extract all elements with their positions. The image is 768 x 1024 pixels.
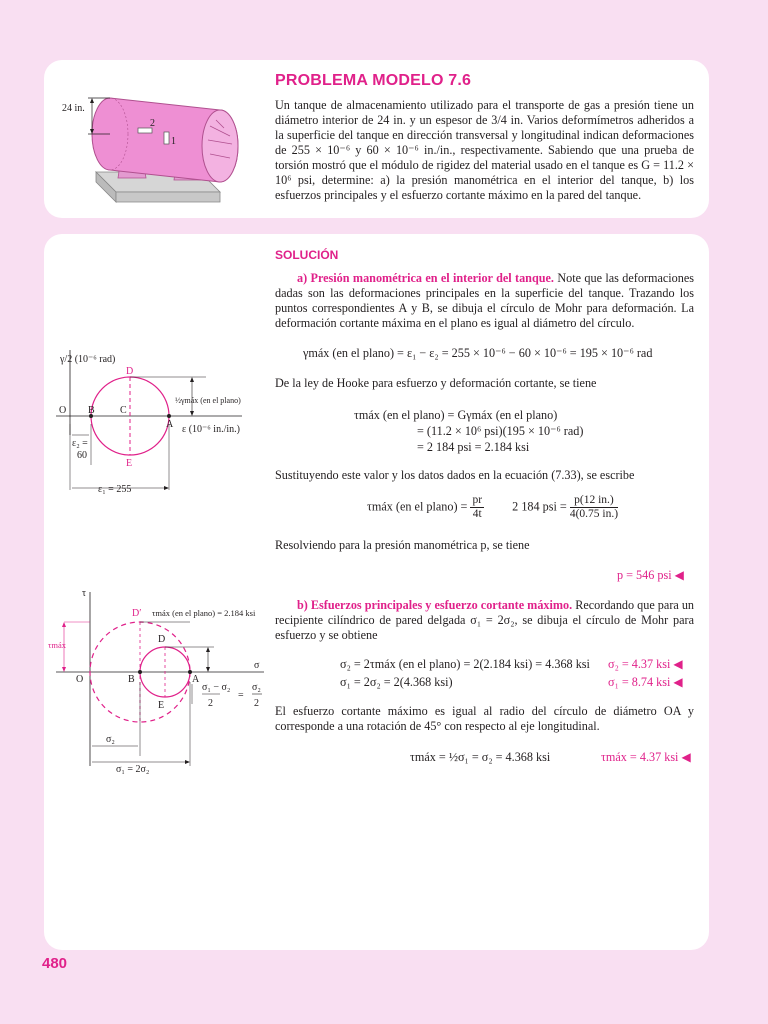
tank-dimension-label: 24 in. — [62, 103, 85, 114]
shear-stress-eq-line2: = (11.2 × 10⁶ psi)(195 × 10⁻⁶ rad) — [417, 424, 584, 438]
page-number: 480 — [42, 955, 68, 972]
strain-point-O: O — [59, 405, 67, 416]
frac2-denominator: 4(0.75 in.) — [569, 508, 619, 520]
pressure-eq-mid: 2 184 psi = — [512, 499, 567, 514]
pressure-equation — [367, 494, 618, 521]
sigma2-half-denominator: 2 — [254, 698, 259, 709]
stress-point-D: D — [158, 634, 166, 645]
part-a-text: Note que las deformaciones dadas son las deformaciones principales en la superficie del tanque. Trazando los puntos correspondientes A y B, se dibuja el círculo de Mohr para deformación. La deformación cortante máxima en el plano es igual al diámetro del círculo. — [275, 271, 694, 330]
half-gamma-label: ½γmáx (en el plano) — [175, 396, 241, 405]
equals-sign: = — [238, 690, 244, 701]
p12-over-4075 — [570, 494, 618, 521]
pr-over-4t — [470, 494, 484, 521]
sigma-diff-label: σ₁ − σ₂ — [202, 682, 231, 693]
shear-strain-equation: γmáx (en el plano) = ε₁ − ε₂ = 255 × 10⁻⁶ − 60 × 10⁻⁶ = 195 × 10⁻⁶ rad — [303, 346, 653, 360]
radius-text: El esfuerzo cortante máximo es igual al radio del círculo de diámetro OA y corresponde a una rotación de 45° con respecto al eje longitudinal. — [275, 704, 694, 733]
tau-max-equation: τmáx = ½σ₁ = σ₂ = 4.368 ksi — [410, 750, 551, 764]
hooke-text: De la ley de Hooke para esfuerzo y deformación cortante, se tiene — [275, 376, 597, 390]
answer-pressure: p = 546 psi ◀ — [617, 568, 685, 582]
stress-y-axis-label: τ — [82, 588, 87, 599]
frac2-numerator: p(12 in.) — [570, 494, 618, 508]
strain-point-D: D — [126, 366, 134, 377]
part-a-paragraph — [275, 271, 694, 331]
problem-title: PROBLEMA MODELO 7.6 — [275, 72, 472, 89]
answer-tau-max: τmáx = 4.37 ksi ◀ — [601, 750, 691, 764]
strain-x-axis-label: ε (10⁻⁶ in./in.) — [182, 424, 240, 435]
strain-point-B: B — [88, 405, 95, 416]
shear-stress-eq-line3: = 2 184 psi = 2.184 ksi — [417, 440, 530, 454]
shear-stress-eq-line1: τmáx (en el plano) = Gγmáx (en el plano) — [354, 408, 558, 422]
part-b-paragraph — [275, 598, 694, 643]
part-b-text: Recordando que para un recipiente cilíndrico de pared delgada σ₁ = 2σ₂, se dibuja el círculo de Mohr para esfuerzo y se obtiene — [275, 598, 695, 642]
gauge-2-label: 2 — [150, 118, 155, 129]
gauge-1-label: 1 — [171, 136, 176, 147]
stress-point-O: O — [76, 674, 84, 685]
resolve-text: Resolviendo para la presión manométrica p, se tiene — [275, 538, 530, 552]
stress-point-A: A — [192, 674, 200, 685]
answer-sigma2: σ₂ = 4.37 ksi ◀ — [608, 657, 683, 671]
answer-sigma1: σ₁ = 8.74 ksi ◀ — [608, 675, 683, 689]
sigma-diff-denominator: 2 — [208, 698, 213, 709]
tank-figure — [60, 80, 250, 210]
problem-statement: Un tanque de almacenamiento utilizado para el transporte de gas a presión tiene un diámetro interior de 24 in. y un espesor de 3/4 in. Varios deformímetros adheridos a la superficie del tanque en dirección transversal y longitudinal indican deformaciones de 255 × 10⁻⁶ y 60 × 10⁻⁶ in./in., respectivamente. Sabiendo que una prueba de torsión mostró que el módulo de rigidez del material usado en el tanque es G = 11.2 × 10⁶ psi, determine: a) la presión manométrica en el interior del tanque, b) los esfuerzos principales y el esfuerzo cortante máximo en la pared del tanque. — [275, 98, 694, 202]
stress-x-axis-label: σ — [254, 660, 260, 671]
substitution-text: Sustituyendo este valor y los datos dados en la ecuación (7.33), se escribe — [275, 468, 635, 482]
strain-point-C: C — [120, 405, 127, 416]
eps1-label: ε₁ = 255 — [98, 484, 132, 495]
strain-point-A: A — [166, 419, 174, 430]
taumax-label: τmáx — [48, 640, 67, 650]
frac1-denominator: 4t — [472, 508, 482, 520]
sigma2-equation: σ₂ = 2τmáx (en el plano) = 2(2.184 ksi) = 4.368 ksi — [340, 657, 590, 671]
part-b-heading: b) Esfuerzos principales y esfuerzo cortante máximo. — [297, 598, 573, 612]
eps2-value: 60 — [77, 450, 87, 461]
tau-in-plane-label: τmáx (en el plano) = 2.184 ksi — [152, 608, 256, 618]
sigma1-dim-label: σ₁ = 2σ₂ — [116, 764, 150, 775]
stress-point-D-prime: D′ — [132, 608, 142, 619]
eps2-label: ε₂ = — [72, 438, 88, 449]
sigma2-half-numerator: σ₂ — [252, 682, 261, 693]
strain-point-E: E — [126, 458, 133, 469]
solution-heading: SOLUCIÓN — [275, 248, 339, 262]
strain-mohr-circle — [46, 340, 252, 500]
pressure-eq-left: τmáx (en el plano) = — [367, 499, 468, 514]
part-a-heading: a) Presión manométrica en el interior del tanque. — [297, 271, 554, 285]
frac1-numerator: pr — [472, 494, 483, 506]
stress-mohr-circle — [46, 586, 268, 776]
stress-point-E: E — [158, 700, 165, 711]
sigma1-equation: σ₁ = 2σ₂ = 2(4.368 ksi) — [340, 675, 453, 689]
strain-y-axis-label: γ/2 (10⁻⁶ rad) — [60, 354, 116, 365]
stress-point-B: B — [128, 674, 135, 685]
sigma2-dim-label: σ₂ — [106, 734, 115, 745]
